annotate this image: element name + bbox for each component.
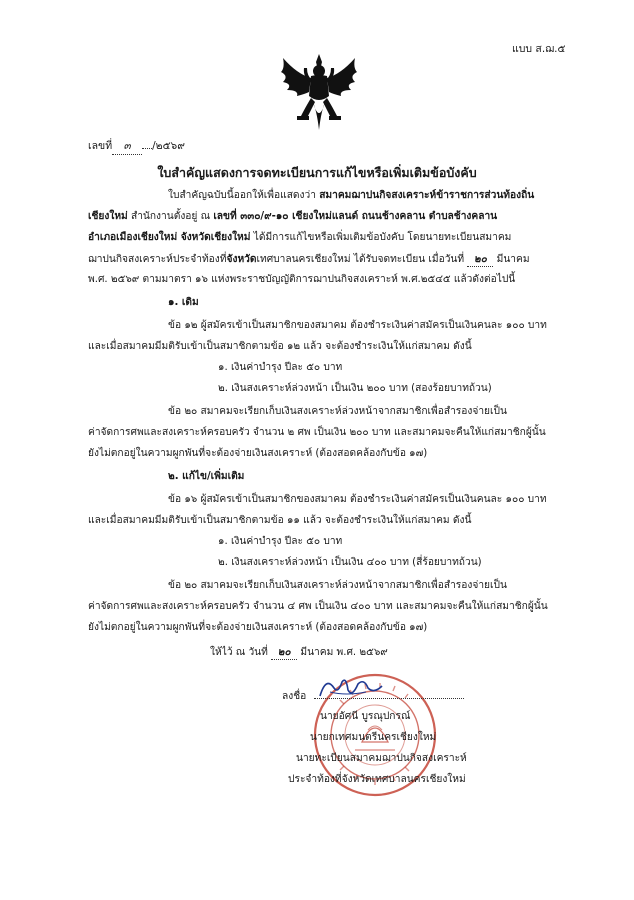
association-address: เลขที่ ๓๓๐/๙-๑๐ เชียงใหม่แลนด์ ถนนช้างคลาน ตำบลช้างคลาน [213,211,498,222]
signature-block [270,668,480,858]
intro-text: สำนักงานตั้งอยู่ ณ [127,211,214,222]
intro-line-4 [88,252,530,267]
doc-number-value: ๓ [112,137,142,155]
section-2-clause-20-line-3: ยังไม่ตกอยู่ในความผูกพันที่จะต้องจ่ายเงินสงเคราะห์ (ต้องสอดคล้องกับข้อ ๑๗) [88,622,428,633]
registration-month: มีนาคม [493,254,530,265]
association-name-cont: เชียงใหม่ [88,211,128,222]
intro-text: ได้มีการแก้ไขหรือเพิ่มเติมข้อบังคับ โดยนายทะเบียนสมาคม [250,232,512,243]
given-date [210,645,388,660]
intro-line-3 [88,231,511,245]
given-month-year: มีนาคม พ.ศ. ๒๕๖๙ [297,647,388,658]
section-2-heading: ๒. แก้ไข/เพิ่มเติม [168,471,245,482]
doc-number-label: เลขที่ [88,140,113,152]
signatory-name: นายอัศนี บูรณุปกรณ์ [320,711,411,722]
section-2-item-1: ๑. เงินค่าบำรุง ปีละ ๕๐ บาท [218,536,343,547]
section-1-clause-20-line-3: ยังไม่ตกอยู่ในความผูกพันที่จะต้องจ่ายเงินสงเคราะห์ (ต้องสอดคล้องกับข้อ ๑๗) [88,448,428,459]
garuda-emblem-icon [277,52,361,132]
association-district: อำเภอเมืองเชียงใหม่ จังหวัดเชียงใหม่ [88,232,251,243]
section-2-clause-20-line-2: ค่าจัดการศพและสงเคราะห์ครอบครัว จำนวน ๔ ศพ เป็นเงิน ๔๐๐ บาท และสมาคมจะคืนให้แก่สมาชิกผู้นั้น [88,601,548,612]
registration-day: ๒๐ [467,252,493,267]
signatory-position-1: นายกเทศมนตรีนครเชียงใหม่ [310,732,437,743]
section-1-heading: ๑. เดิม [168,297,199,308]
signature-line [314,696,464,699]
section-1-item-2: ๒. เงินสงเคราะห์ล่วงหน้า เป็นเงิน ๒๐๐ บาท (สองร้อยบาทถ้วน) [218,383,492,394]
document-title: ใบสำคัญแสดงการจดทะเบียนการแก้ไขหรือเพิ่มเติมข้อบังคับ [157,165,477,180]
section-2-clause-20-line-1: ข้อ ๒๐ สมาคมจะเรียกเก็บเงินสงเคราะห์ล่วงหน้าจากสมาชิกเพื่อสำรองจ่ายเป็น [168,580,507,591]
intro-text-bold: จังหวัด [226,254,257,265]
intro-line-1 [168,189,534,203]
association-name: สมาคมฌาปนกิจสงเคราะห์ข้าราชการส่วนท้องถิ่น [319,190,535,201]
given-date-label: ให้ไว้ ณ วันที่ [210,647,272,658]
section-1-clause-20-line-1: ข้อ ๒๐ สมาคมจะเรียกเก็บเงินสงเคราะห์ล่วงหน้าจากสมาชิกเพื่อสำรองจ่ายเป็น [168,406,507,417]
section-2-clause-16-line-2: และเมื่อสมาคมมีมติรับเข้าเป็นสมาชิกตามข้อ ๑๑ แล้ว จะต้องชำระเงินให้แก่สมาคม ดังนี้ [88,515,472,526]
section-1-item-1: ๑. เงินค่าบำรุง ปีละ ๕๐ บาท [218,362,343,373]
document-number [88,137,185,155]
form-code: แบบ ส.ฌ.๕ [512,43,566,55]
given-day: ๒๐ [271,645,297,660]
intro-line-2 [88,210,497,224]
signatory-position-3: ประจำท้องที่จังหวัดเทศบาลนครเชียงใหม่ [288,774,466,785]
intro-line-5: พ.ศ. ๒๕๖๙ ตามมาตรา ๑๖ แห่งพระราชบัญญัติการฌาปนกิจสงเคราะห์ พ.ศ.๒๕๔๕ แล้วดังต่อไปนี้ [88,274,516,285]
section-2-item-2: ๒. เงินสงเคราะห์ล่วงหน้า เป็นเงิน ๔๐๐ บาท (สี่ร้อยบาทถ้วน) [218,557,482,568]
signatory-position-2: นายทะเบียนสมาคมฌาปนกิจสงเคราะห์ [296,753,467,764]
intro-text: เทศบาลนครเชียงใหม่ ได้รับจดทะเบียน เมื่อวันที่ [256,254,468,265]
section-1-clause-20-line-2: ค่าจัดการศพและสงเคราะห์ครอบครัว จำนวน ๒ ศพ เป็นเงิน ๒๐๐ บาท และสมาคมจะคืนให้แก่สมาชิกผู้นั้น [88,427,546,438]
section-1-clause-12-line-2: และเมื่อสมาคมมีมติรับเข้าเป็นสมาชิกตามข้อ ๑๒ แล้ว จะต้องชำระเงินให้แก่สมาคม ดังนี้ [88,341,472,352]
doc-number-year: /๒๕๖๙ [152,140,185,152]
intro-text: ใบสำคัญฉบับนี้ออกให้เพื่อแสดงว่า [168,190,320,201]
intro-text: ฌาปนกิจสงเคราะห์ประจำท้องที่ [88,254,227,265]
signature-label: ลงชื่อ [282,691,307,702]
section-2-clause-16-line-1: ข้อ ๑๖ ผู้สมัครเข้าเป็นสมาชิกของสมาคม ต้องชำระเงินค่าสมัครเป็นเงินคนละ ๑๐๐ บาท [168,494,547,505]
section-1-clause-12-line-1: ข้อ ๑๒ ผู้สมัครเข้าเป็นสมาชิกของสมาคม ต้องชำระเงินค่าสมัครเป็นเงินคนละ ๑๐๐ บาท [168,320,547,331]
